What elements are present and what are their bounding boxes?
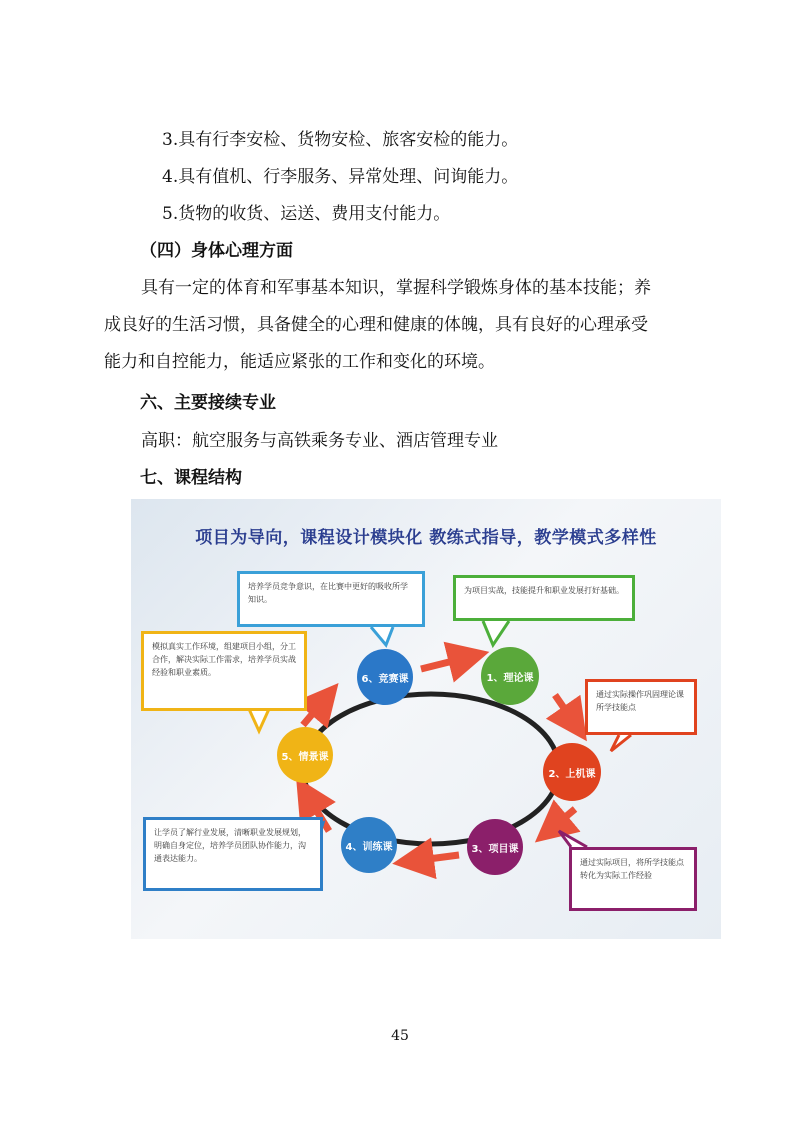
node-training-course: 4、训练课 [341, 817, 397, 873]
poster-title: 项目为导向，课程设计模块化 教练式指导，教学模式多样性 [195, 528, 657, 548]
section-heading-physical-mental: （四）身体心理方面 [140, 241, 293, 261]
node-competition-course: 6、竞赛课 [357, 649, 413, 705]
arrow-1-to-2 [555, 695, 575, 724]
bubble-tail-2 [611, 735, 631, 751]
course-structure-poster-photo [131, 499, 721, 939]
bubble-project: 通过实际项目，将所学技能点转化为实际工作经验 [569, 847, 697, 911]
bubble-tail-3 [559, 831, 587, 847]
cycle-ellipse [303, 694, 559, 844]
text-line-cargo: 5.货物的收货、运送、费用支付能力。 [162, 204, 451, 224]
paragraph-line-1: 具有一定的体育和军事基本知识，掌握科学锻炼身体的基本技能；养 [141, 278, 651, 298]
node-project-course: 3、项目课 [467, 819, 523, 875]
text-line-baggage-security: 3.具有行李安检、货物安检、旅客安检的能力。 [162, 130, 519, 150]
arrow-2-to-3 [551, 809, 575, 829]
arrow-3-to-4 [413, 855, 459, 861]
arrow-6-to-1 [421, 657, 469, 669]
bubble-tail-1 [483, 621, 509, 645]
paragraph-line-2: 成良好的生活习惯，具备健全的心理和健康的体魄，具有良好的心理承受 [104, 315, 648, 335]
node-theory-course: 1、理论课 [481, 647, 539, 705]
bubble-competition: 培养学员竞争意识，在比赛中更好的吸收所学知识。 [237, 571, 425, 627]
bubble-theory: 为项目实战，技能提升和职业发展打好基础。 [453, 575, 635, 621]
bubble-training: 让学员了解行业发展，清晰职业发展规划，明确自身定位，培养学员团队协作能力，沟通表达能力。 [143, 817, 323, 891]
node-scenario-course: 5、情景课 [277, 727, 333, 783]
node-computer-course: 2、上机课 [543, 743, 601, 801]
continuing-majors-text: 高职：航空服务与高铁乘务专业、酒店管理专业 [141, 431, 498, 451]
section-heading-course-structure: 七、课程结构 [140, 468, 242, 488]
page-number: 45 [391, 1028, 409, 1044]
bubble-tail-5 [249, 709, 269, 731]
bubble-computer: 通过实际操作巩固理论课所学技能点 [585, 679, 697, 735]
paragraph-line-3: 能力和自控能力，能适应紧张的工作和变化的环境。 [104, 352, 495, 372]
bubble-scenario: 模拟真实工作环境，组建项目小组，分工合作，解决实际工作需求，培养学员实战经验和职业素质。 [141, 631, 307, 711]
bubble-tail-6 [371, 627, 393, 645]
text-line-checkin: 4.具有值机、行李服务、异常处理、问询能力。 [162, 167, 519, 187]
section-heading-continuing-majors: 六、主要接续专业 [140, 393, 276, 413]
